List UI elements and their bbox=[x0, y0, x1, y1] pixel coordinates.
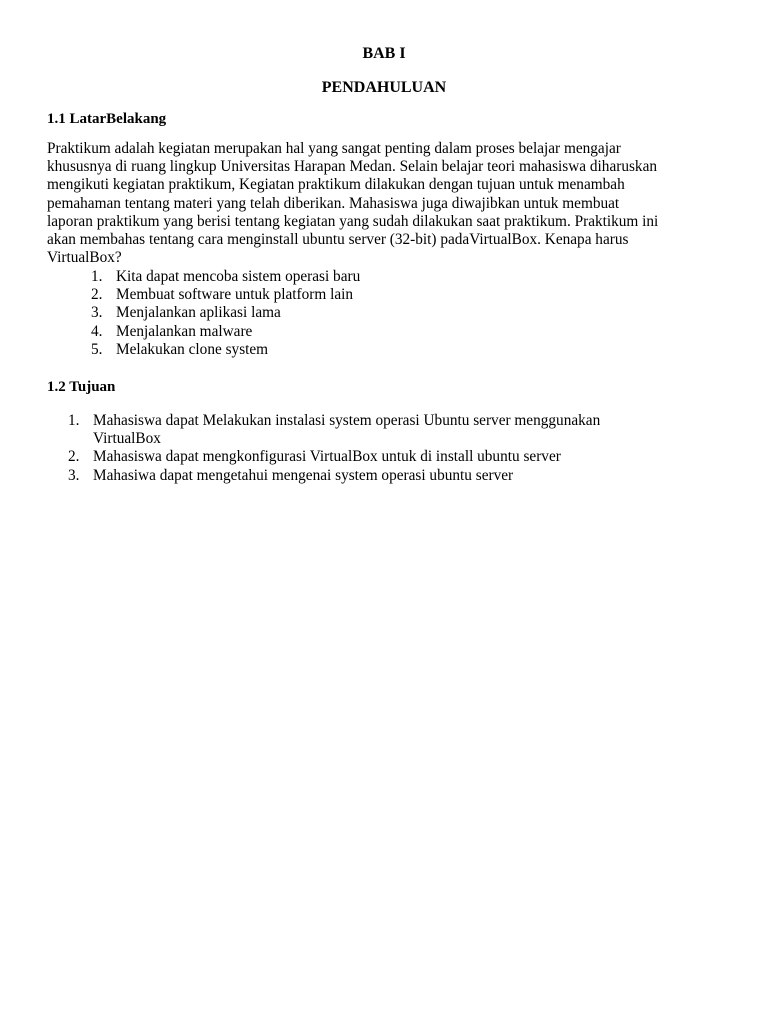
list-text-continuation: VirtualBox bbox=[93, 430, 161, 448]
list-number: 3. bbox=[68, 466, 80, 484]
reasons-list bbox=[91, 268, 360, 359]
list-item bbox=[91, 286, 360, 304]
list-text: Mahasiwa dapat mengetahui mengenai system operasi ubuntu server bbox=[93, 466, 514, 484]
list-number: 2. bbox=[68, 448, 80, 466]
paragraph-line: VirtualBox? bbox=[47, 249, 122, 267]
section-heading-tujuan: 1.2 Tujuan bbox=[47, 379, 116, 395]
list-number: 2. bbox=[91, 286, 103, 304]
list-text: Mahasiswa dapat Melakukan instalasi system operasi Ubuntu server menggunakan bbox=[93, 412, 601, 429]
paragraph-line: akan membahas tentang cara menginstall ubuntu server (32-bit) padaVirtualBox. Kenapa harus bbox=[47, 231, 629, 249]
list-number: 3. bbox=[91, 304, 103, 322]
list-text: Mahasiswa dapat mengkonfigurasi VirtualBox untuk di install ubuntu server bbox=[93, 448, 561, 466]
list-text: Menjalankan malware bbox=[116, 322, 253, 340]
list-text: Menjalankan aplikasi lama bbox=[116, 304, 281, 322]
list-number: 4. bbox=[91, 322, 103, 340]
list-number: 1. bbox=[68, 412, 80, 429]
list-text: Kita dapat mencoba sistem operasi baru bbox=[116, 268, 361, 285]
paragraph-line: pemahaman tentang materi yang telah diberikan. Mahasiswa juga diwajibkan untuk membuat bbox=[47, 194, 620, 212]
paragraph-line: Praktikum adalah kegiatan merupakan hal yang sangat penting dalam proses belajar mengajar bbox=[47, 140, 621, 157]
list-item bbox=[91, 268, 360, 286]
list-text: Membuat software untuk platform lain bbox=[116, 286, 354, 304]
list-item bbox=[91, 341, 360, 359]
objectives-list bbox=[68, 412, 600, 485]
paragraph-line: laporan praktikum yang berisi tentang kegiatan yang sudah dilakukan saat praktikum. Praktikum ini bbox=[47, 212, 659, 230]
paragraph-line: mengikuti kegiatan praktikum, Kegiatan praktikum dilakukan dengan tujuan untuk menambah bbox=[47, 176, 625, 194]
paragraph-line: khususnya di ruang lingkup Universitas Harapan Medan. Selain belajar teori mahasiswa diharuskan bbox=[47, 158, 658, 176]
chapter-title: PENDAHULUAN bbox=[321, 79, 447, 96]
list-text: Melakukan clone system bbox=[116, 340, 269, 358]
list-item bbox=[68, 467, 600, 485]
list-item bbox=[68, 412, 600, 448]
list-number: 1. bbox=[91, 268, 103, 285]
list-item bbox=[91, 304, 360, 322]
list-item bbox=[91, 323, 360, 341]
list-number: 5. bbox=[91, 340, 103, 358]
section-heading-latar-belakang: 1.1 LatarBelakang bbox=[47, 111, 167, 127]
chapter-number: BAB I bbox=[362, 45, 406, 62]
background-paragraph bbox=[47, 140, 727, 267]
list-item bbox=[68, 448, 600, 466]
